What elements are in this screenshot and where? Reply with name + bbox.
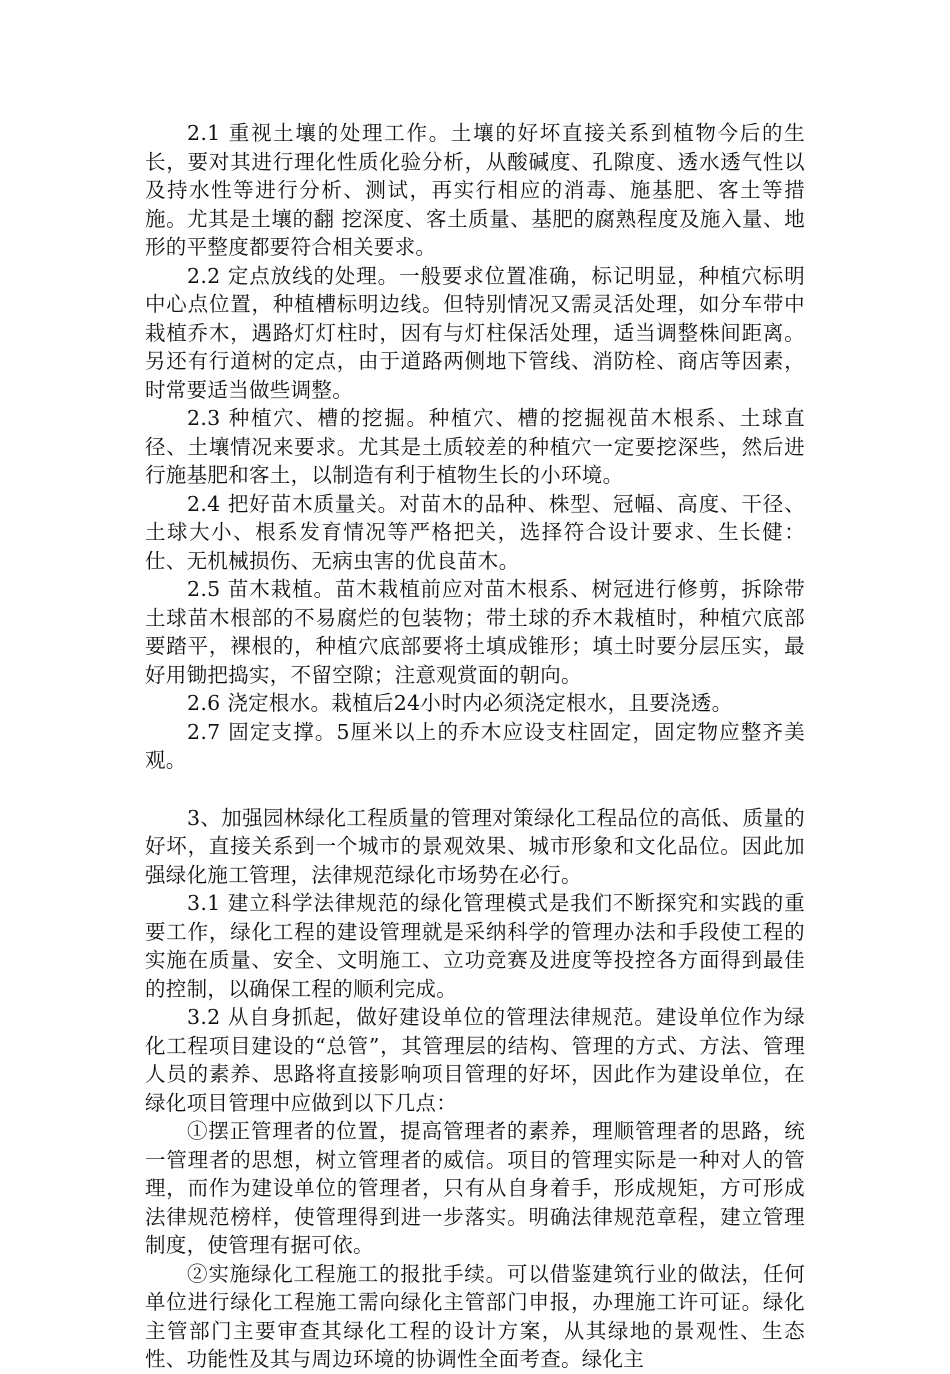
paragraph-2-4: 2.4 把好苗木质量关。对苗木的品种、株型、冠幅、高度、干径、土球大小、根系发育情况等严格把关，选择符合设计要求、生长健：仕、无机械损伤、无病虫害的优良苗木。 bbox=[145, 491, 805, 573]
paragraph-section-3: 3、加强园林绿化工程质量的管理对策绿化工程品位的高低、质量的好坏，直接关系到一个城市的景观效果、城市形象和文化品位。因此加强绿化施工管理，法律规范绿化市场势在必行。 bbox=[145, 805, 805, 887]
section-spacer bbox=[145, 775, 805, 804]
paragraph-2-3: 2.3 种植穴、槽的挖掘。种植穴、槽的挖掘视苗木根系、土球直径、土壤情况来要求。尤其是土质较差的种植穴一定要挖深些，然后进行施基肥和客土，以制造有利于植物生长的小环境。 bbox=[145, 406, 805, 487]
paragraph-3-1: 3.1 建立科学法律规范的绿化管理模式是我们不断探究和实践的重要工作，绿化工程的建设管理就是采纳科学的管理办法和手段使工程的实施在质量、安全、文明施工、立功竞赛及进度等投控各方面得到最佳的控制，以确保工程的顺利完成。 bbox=[145, 891, 805, 1001]
paragraph-2-1: 2.1 重视土壤的处理工作。土壤的好坏直接关系到植物今后的生长，要对其进行理化性质化验分析，从酸碱度、孔隙度、透水透气性以及持水性等进行分析、测试，再实行相应的消毒、施基肥、客土等措施。尤其是土壤的翻 挖深度、客土质量、基肥的腐熟程度及施入量、地形的平整度都要符合相关要求。 bbox=[145, 121, 805, 259]
paragraph-3-2: 3.2 从自身抓起，做好建设单位的管理法律规范。建设单位作为绿化工程项目建设的“总管”，其管理层的结构、管理的方式、方法、管理人员的素养、思路将直接影响项目管理的好坏，因此作为建设单位，在绿化项目管理中应做到以下几点： bbox=[145, 1005, 805, 1115]
paragraph-2-5: 2.5 苗木栽植。苗木栽植前应对苗木根系、树冠进行修剪，拆除带土球苗木根部的不易腐烂的包装物；带土球的乔木栽植时，种植穴底部要踏平，裸根的，种植穴底部要将土填成锥形；填土时要分层压实，最好用锄把捣实，不留空隙；注意观赏面的朝向。 bbox=[145, 577, 805, 687]
paragraph-item-2: ②实施绿化工程施工的报批手续。可以借鉴建筑行业的做法，任何单位进行绿化工程施工需向绿化主管部门申报，办理施工许可证。绿化主管部门主要审查其绿化工程的设计方案，从其绿地的景观性、生态性、功能性及其与周边环境的协调性全面考查。绿化主 bbox=[145, 1261, 805, 1371]
paragraph-2-7: 2.7 固定支撑。5厘米以上的乔木应设支柱固定，固定物应整齐美观。 bbox=[145, 719, 805, 772]
paragraph-2-6: 2.6 浇定根水。栽植后24小时内必须浇定根水，且要浇透。 bbox=[187, 691, 733, 715]
paragraph-item-1: ①摆正管理者的位置，提高管理者的素养，理顺管理者的思路，统一管理者的思想，树立管理者的威信。项目的管理实际是一种对人的管理，而作为建设单位的管理者，只有从自身着手，形成规矩，方可形成法律规范榜样，使管理得到进一步落实。明确法律规范章程，建立管理制度，使管理有据可依。 bbox=[145, 1119, 805, 1257]
document-body bbox=[145, 119, 805, 1374]
paragraph-2-2: 2.2 定点放线的处理。一般要求位置准确，标记明显，种植穴标明中心点位置，种植槽标明边线。但特别情况又需灵活处理，如分车带中栽植乔木，遇路灯灯柱时，因有与灯柱保活处理，适当调整株间距离。另还有行道树的定点，由于道路两侧地下管线、消防栓、商店等因素，时常要适当做些调整。 bbox=[145, 263, 805, 402]
